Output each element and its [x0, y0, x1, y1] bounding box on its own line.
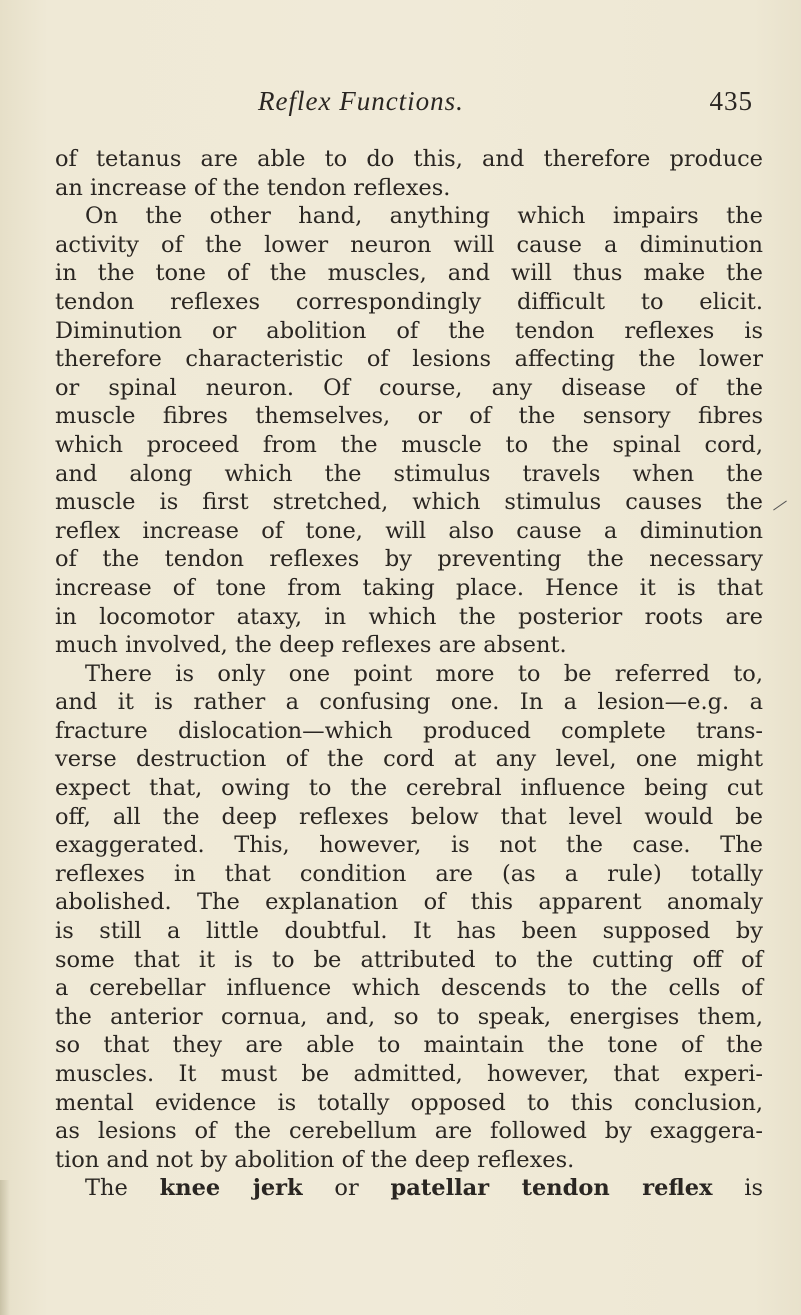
text-line: in the tone of the muscles, and will thus make the	[55, 260, 763, 287]
text-line: some that it is to be attributed to the cutting off of	[55, 946, 763, 973]
text-line: of the tendon reflexes by preventing the necessary	[55, 546, 763, 573]
text-line: and along which the stimulus travels when the	[55, 460, 763, 487]
text-line: tendon reflexes correspondingly difficult to elicit.	[55, 288, 763, 315]
text-line: off, all the deep reflexes below that level would be	[55, 803, 763, 830]
text-line: muscles. It must be admitted, however, that experi-	[55, 1061, 763, 1087]
text-line: an increase of the tendon reflexes.	[55, 174, 451, 201]
spine-shadow	[0, 1180, 10, 1315]
text-line: increase of tone from taking place. Hence it is that	[55, 574, 763, 601]
text-line: a cerebellar influence which descends to the cells of	[55, 975, 763, 1002]
text-line: exaggerated. This, however, is not the case. The	[55, 832, 763, 859]
word-is: is	[744, 1175, 764, 1202]
page-header	[258, 86, 753, 126]
text-line: abolished. The explanation of this apparent anomaly	[55, 889, 763, 916]
text-line: verse destruction of the cord at any level, one might	[55, 746, 763, 773]
body-text	[55, 145, 763, 1203]
text-line: Diminution or abolition of the tendon reflexes is	[55, 317, 763, 344]
word-or: or	[334, 1175, 359, 1202]
text-line: and it is rather a confusing one. In a lesion—e.g. a	[55, 689, 763, 716]
term-knee-jerk: knee jerk	[159, 1175, 303, 1202]
text-line: therefore characteristic of lesions affecting the lower	[55, 346, 763, 373]
text-line: so that they are able to maintain the tone of the	[55, 1032, 763, 1059]
page-number: 435	[709, 86, 753, 116]
word-the: The	[85, 1175, 128, 1202]
text-line: which proceed from the muscle to the spinal cord,	[55, 431, 763, 458]
text-line: muscle is first stretched, which stimulus causes the	[55, 489, 763, 516]
text-line: fracture dislocation—which produced complete trans-	[55, 717, 763, 744]
text-line: There is only one point more to be referred to,	[85, 660, 763, 687]
text-line: the anterior cornua, and, so to speak, energises them,	[55, 1003, 763, 1030]
text-line: activity of the lower neuron will cause a diminution	[55, 231, 763, 258]
term-patellar-tendon-reflex: patellar tendon reflex	[390, 1175, 713, 1202]
final-line	[55, 1174, 763, 1203]
text-line: reflex increase of tone, will also cause a diminution	[55, 517, 763, 544]
text-line: tion and not by abolition of the deep reflexes.	[55, 1146, 575, 1173]
text-line: is still a little doubtful. It has been supposed by	[55, 918, 763, 945]
text-line: expect that, owing to the cerebral influence being cut	[55, 775, 763, 802]
text-line: as lesions of the cerebellum are followed by exaggera-	[55, 1118, 763, 1145]
text-line: of tetanus are able to do this, and therefore produce	[55, 146, 763, 172]
text-line: On the other hand, anything which impairs the	[85, 203, 763, 230]
text-line: much involved, the deep reflexes are absent.	[55, 632, 567, 659]
text-line: or spinal neuron. Of course, any disease of the	[55, 374, 763, 401]
text-line: reflexes in that condition are (as a rule) totally	[55, 860, 763, 887]
running-head: Reflex Functions.	[258, 86, 464, 116]
text-line: mental evidence is totally opposed to this conclusion,	[55, 1089, 763, 1116]
margin-mark	[773, 501, 787, 511]
text-line: in locomotor ataxy, in which the posterior roots are	[55, 603, 763, 630]
text-line: muscle fibres themselves, or of the sensory fibres	[55, 403, 763, 430]
